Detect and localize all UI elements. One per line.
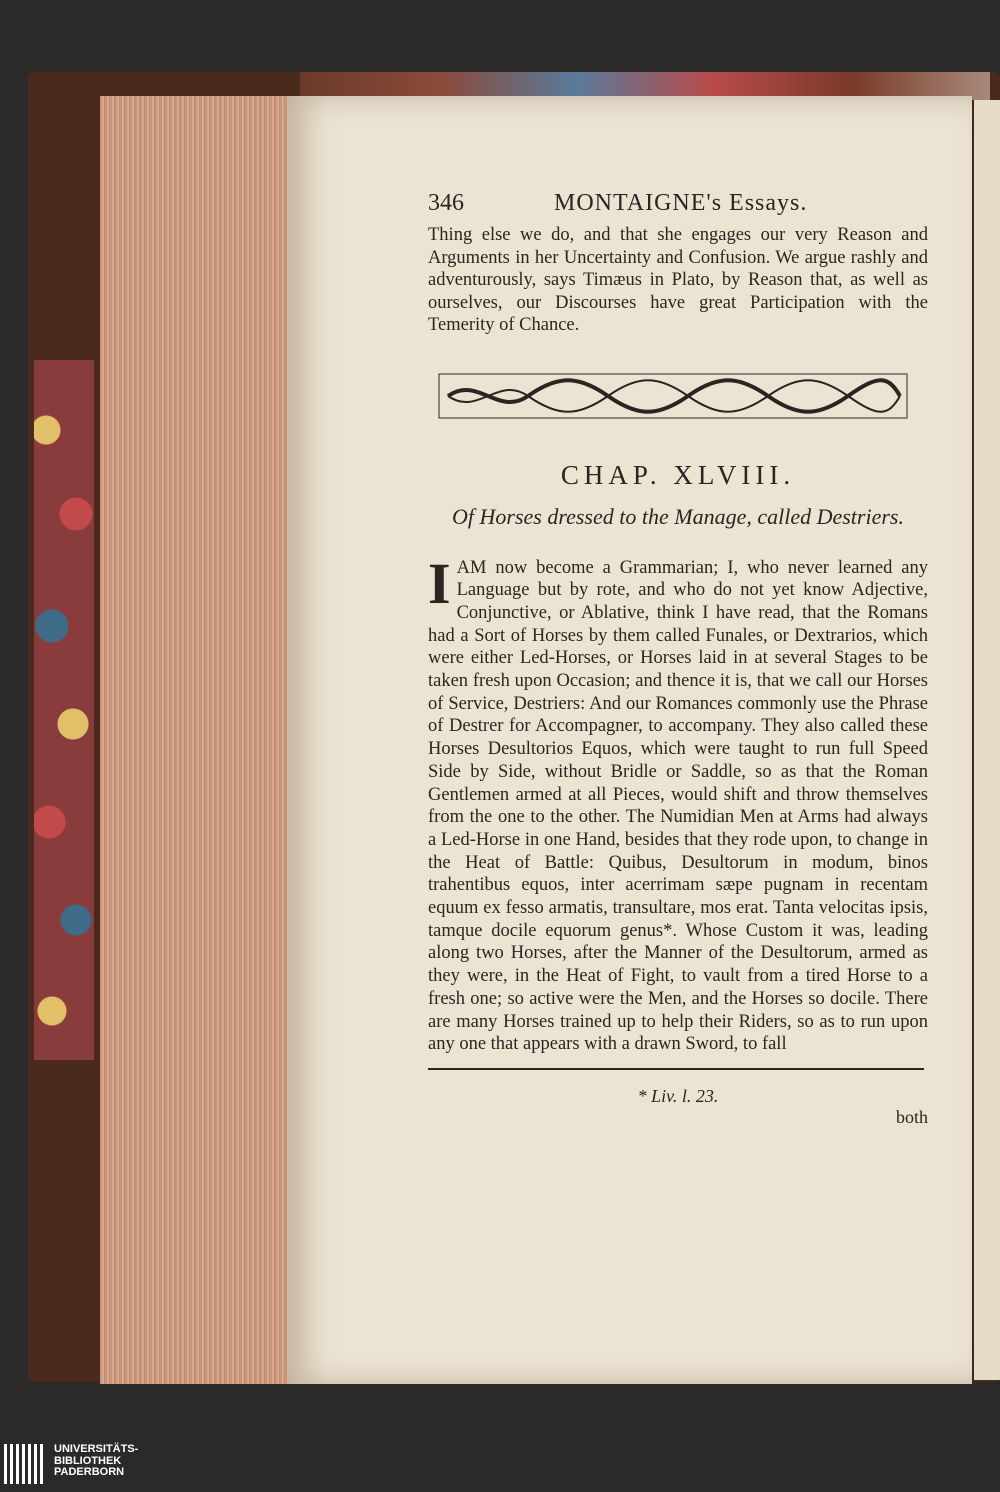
marbled-paper xyxy=(34,360,94,1060)
page-content xyxy=(428,190,928,1127)
drop-cap: I xyxy=(428,550,451,616)
top-paragraph: Thing else we do, and that she engages our very Reason and Arguments in her Uncertainty and Confusion. We argue rashly and adventurously, says Timæus in Plato, by Reason that, as well as ourselves, our Discourses have great Participation with the Temerity of Chance. xyxy=(428,225,928,335)
chapter-heading: CHAP. XLVIII. xyxy=(560,459,796,490)
library-name-line2: BIBLIOTHEK xyxy=(54,1454,122,1467)
library-logo xyxy=(0,1440,200,1492)
library-logo-icon xyxy=(4,1444,46,1484)
main-text xyxy=(428,550,928,1056)
catchword: both xyxy=(895,1106,928,1127)
main-paragraph: AM now become a Grammarian; I, who never learned any Language but by rote, and who do not yet know Adjective, Conjunctive, or Ablative, think I have read, that the Romans had a Sort of Horses by them called Funales, or Dextrarios, which were either Led-Horses, or Horses laid in at several Stages to be taken fresh upon Occasion; and thence it is, that we call our Horses of Service, Destriers: And our Romances commonly use the Phrase of Destrer for Accompagner, to accompany. They also called these Horses Desultorios Equos, which were taught to run full Speed Side by Side, without Bridle or Saddle, so as that the Roman Gentlemen armed at all Pieces, would shift and throw themselves from the one to the other. The Numidian Men at Arms had always a Led-Horse in one Hand, besides that they rode upon, to change in the Heat of Battle: Quibus, Desultorum in modum, binos trahentibus equos, inter acerrimam sæpe pugnam in recentam equum ex fesso armatis, transultare, mos erat. Tanta velocitas ipsis, tamque docile equorum genus*. Whose Custom it was, leading along two Horses, after the Manner of the Desultorum, armed as they were, in the Heat of Fight, to vault from a tired Horse to a fresh one; so active were the Men, and the Horses so docile. There are many Horses trained up to help their Riders, so as to run upon any one that appears with a drawn Sword, to fall xyxy=(428,557,928,1055)
running-header xyxy=(428,190,928,224)
library-name-line3: PADERBORN xyxy=(54,1466,125,1478)
chapter-title: Of Horses dressed to the Manage, called Destriers. xyxy=(452,503,904,529)
footnote: * Liv. l. 23. xyxy=(637,1085,719,1106)
ornament-divider xyxy=(438,373,908,419)
page-edges xyxy=(100,96,292,1384)
page-number: 346 xyxy=(428,190,464,216)
running-title: MONTAIGNE's Essays. xyxy=(554,190,808,216)
footnote-rule xyxy=(428,1068,924,1070)
facing-page-edge xyxy=(972,100,1000,1380)
library-name-line1: UNIVERSITÄTS- xyxy=(54,1443,139,1455)
